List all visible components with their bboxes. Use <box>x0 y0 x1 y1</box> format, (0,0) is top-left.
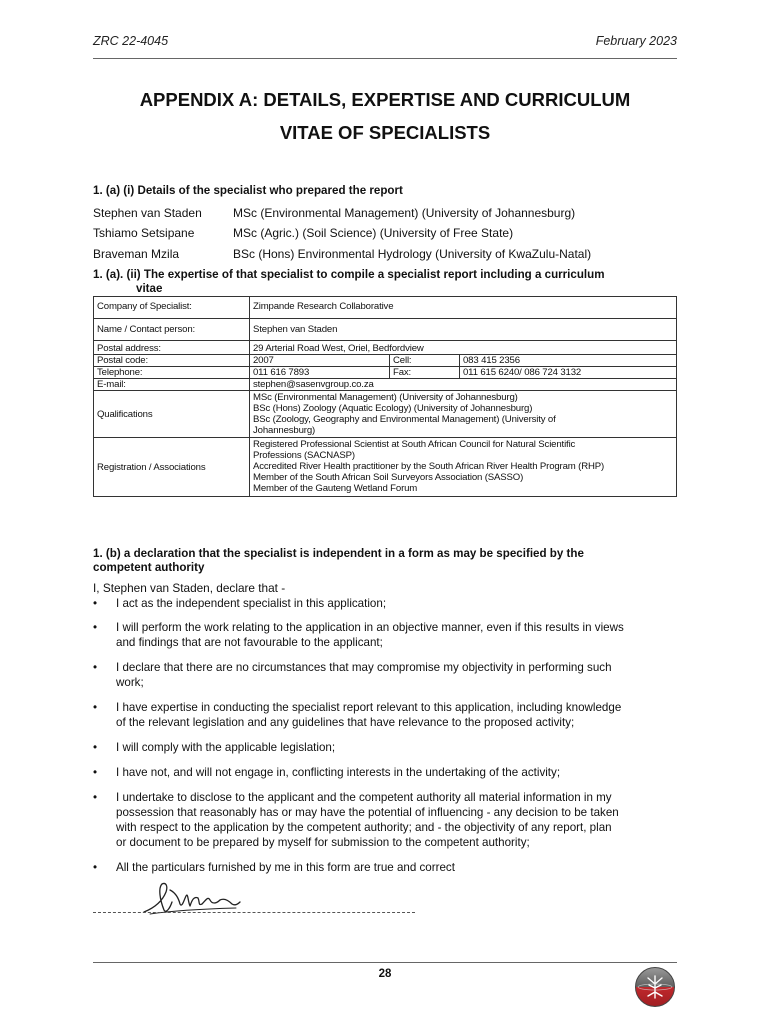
email-label: E-mail: <box>94 379 250 391</box>
declaration-bullet-line: All the particulars furnished by me in this form are true and correct <box>116 861 455 874</box>
registration-line: Member of the South African Soil Surveyors Association (SASSO) <box>253 472 524 483</box>
table-row <box>94 438 677 497</box>
declaration-bullet-line: I declare that there are no circumstances that may compromise my objectivity in performing such <box>116 661 612 674</box>
table-row <box>94 379 677 391</box>
signature-line <box>93 912 415 913</box>
page-title-line-1: APPENDIX A: DETAILS, EXPERTISE AND CURRICULUM <box>139 89 631 110</box>
qualifications-cell <box>250 391 677 438</box>
telephone-value: 011 616 7893 <box>250 367 390 379</box>
declaration-bullet-line: possession that reasonably has or may have the potential of influencing - any decision to be taken <box>116 806 619 819</box>
declaration-list <box>93 596 677 885</box>
section-heading-expertise-line-2: vitae <box>136 282 163 295</box>
registration-line: Registered Professional Scientist at South African Council for Natural Scientific <box>253 439 576 450</box>
fax-value: 011 615 6240/ 086 724 3132 <box>460 367 677 379</box>
declaration-bullet-line: I have expertise in conducting the specialist report relevant to this application, including knowledge <box>116 701 622 714</box>
specialist-name: Tshiamo Setsipane <box>93 226 195 240</box>
bullet-marker: • <box>93 661 98 674</box>
section-heading-declaration-line-1: 1. (b) a declaration that the specialist is independent in a form as may be specified by the <box>93 547 584 560</box>
contact-value: Stephen van Staden <box>250 319 677 341</box>
page-title-line-2: VITAE OF SPECIALISTS <box>279 122 491 143</box>
declaration-bullet-item <box>93 790 677 850</box>
declaration-bullet-line: work; <box>116 676 144 689</box>
table-row <box>94 341 677 355</box>
cell-label: Cell: <box>390 355 460 367</box>
declaration-bullet-item <box>93 700 677 730</box>
bullet-marker: • <box>93 597 98 610</box>
registration-line: Professions (SACNASP) <box>253 450 355 461</box>
contact-label: Name / Contact person: <box>94 319 250 341</box>
bullet-marker: • <box>93 621 98 634</box>
section-heading-expertise <box>93 268 677 296</box>
specialist-name: Stephen van Staden <box>93 206 202 220</box>
postal-address-label: Postal address: <box>94 341 250 355</box>
registration-line: Member of the Gauteng Wetland Forum <box>253 483 418 494</box>
section-heading-declaration-line-2: competent authority <box>93 561 205 574</box>
page-number: 28 <box>378 968 392 980</box>
header-divider <box>93 58 677 59</box>
footer-divider <box>93 962 677 963</box>
declaration-bullet-line: and findings that are not favourable to the applicant; <box>116 636 383 649</box>
qualification-line: BSc (Zoology, Geography and Environmental Management) (University of <box>253 414 556 425</box>
registrations-cell <box>250 438 677 497</box>
specialist-name: Braveman Mzila <box>93 247 180 261</box>
qualification-line: Johannesburg) <box>253 425 316 436</box>
bullet-marker: • <box>93 741 98 754</box>
declaration-bullet-item <box>93 660 677 690</box>
declaration-bullet-item <box>93 620 677 650</box>
table-row <box>94 355 677 367</box>
bullet-marker: • <box>93 701 98 714</box>
declaration-bullet-line: or document to be prepared by myself for submission to the competent authority; <box>116 836 530 849</box>
table-row <box>94 391 677 438</box>
telephone-label: Telephone: <box>94 367 250 379</box>
qualification-line: BSc (Hons) Zoology (Aquatic Ecology) (University of Johannesburg) <box>253 403 533 414</box>
specialist-qualification: MSc (Agric.) (Soil Science) (University of Free State) <box>233 226 514 240</box>
declaration-bullet-line: I act as the independent specialist in this application; <box>116 597 387 610</box>
specialist-qualification: BSc (Hons) Environmental Hydrology (University of KwaZulu-Natal) <box>233 247 592 261</box>
qualification-line: MSc (Environmental Management) (University of Johannesburg) <box>253 392 518 403</box>
bullet-marker: • <box>93 791 98 804</box>
declaration-bullet-line: with respect to the application by the competent authority; and - the objectivity of any report, plan <box>116 821 612 834</box>
declaration-bullet-line: I undertake to disclose to the applicant and the competent authority all material information in my <box>116 791 612 804</box>
qualifications-label: Qualifications <box>94 391 250 438</box>
section-heading-expertise-line-1: 1. (a). (ii) The expertise of that specialist to compile a specialist report including a curriculum <box>93 268 605 281</box>
declaration-bullet-line: I have not, and will not engage in, conflicting interests in the undertaking of the activity; <box>116 766 561 779</box>
registration-label: Registration / Associations <box>94 438 250 497</box>
postal-code-label: Postal code: <box>94 355 250 367</box>
section-heading-declaration <box>93 547 677 575</box>
declaration-bullet-line: I will perform the work relating to the application in an objective manner, even if this results in views <box>116 621 624 634</box>
email-value: stephen@sasenvgroup.co.za <box>250 379 677 391</box>
bullet-marker: • <box>93 766 98 779</box>
specialist-qualification: MSc (Environmental Management) (University of Johannesburg) <box>233 206 576 220</box>
postal-address-value: 29 Arterial Road West, Oriel, Bedfordview <box>250 341 677 355</box>
declaration-intro: I, Stephen van Staden, declare that - <box>93 581 286 595</box>
declaration-bullet-item <box>93 740 677 755</box>
company-value: Zimpande Research Collaborative <box>250 297 677 319</box>
declaration-bullet-item <box>93 765 677 780</box>
bullet-marker: • <box>93 861 98 874</box>
postal-code-value: 2007 <box>250 355 390 367</box>
fax-label: Fax: <box>390 367 460 379</box>
document-reference: ZRC 22-4045 <box>93 34 169 48</box>
declaration-bullet-line: I will comply with the applicable legislation; <box>116 741 336 754</box>
company-label: Company of Specialist: <box>94 297 250 319</box>
declaration-bullet-line: of the relevant legislation and any guidelines that have relevance to the proposed activity; <box>116 716 575 729</box>
document-date: February 2023 <box>595 34 677 48</box>
table-row <box>94 319 677 341</box>
declaration-bullet-item <box>93 596 677 611</box>
company-logo <box>634 966 676 1008</box>
section-heading-specialist-details: 1. (a) (i) Details of the specialist who prepared the report <box>93 184 403 197</box>
declaration-bullet-item <box>93 860 677 875</box>
cell-value: 083 415 2356 <box>460 355 677 367</box>
specialist-details-table <box>93 296 677 497</box>
registration-line: Accredited River Health practitioner by the South African River Health Program (RHP) <box>253 461 605 472</box>
table-row <box>94 297 677 319</box>
table-row <box>94 367 677 379</box>
